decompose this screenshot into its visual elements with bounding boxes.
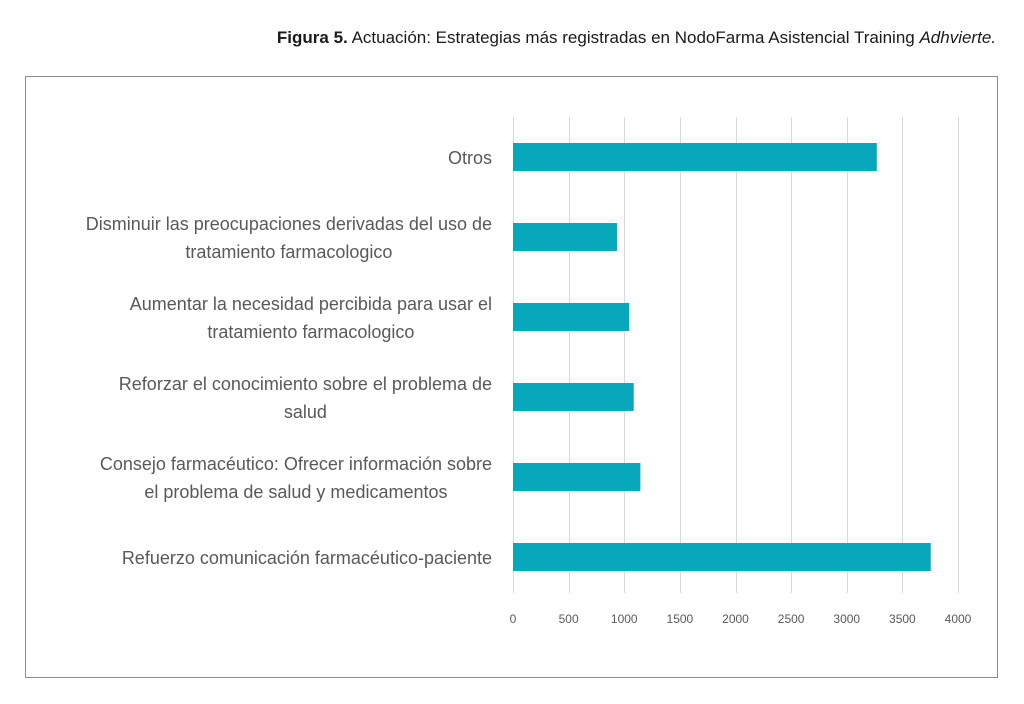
figure-caption xyxy=(277,28,996,48)
x-tick-label: 1500 xyxy=(666,612,694,626)
bar xyxy=(513,143,877,171)
category-label: Consejo farmacéutico: Ofrecer información sobre xyxy=(99,454,492,474)
bar xyxy=(513,463,640,491)
x-tick-label: 3500 xyxy=(889,612,916,626)
bar xyxy=(513,543,931,571)
x-tick-label: 2000 xyxy=(722,612,749,626)
x-tick-label: 1000 xyxy=(610,612,638,626)
category-label: el problema de salud y medicamentos xyxy=(144,482,448,502)
bar-chart xyxy=(26,77,997,677)
category-label: tratamiento farmacologico xyxy=(207,322,415,342)
x-tick-label: 3000 xyxy=(833,612,861,626)
x-tick-label: 500 xyxy=(558,612,579,626)
bar xyxy=(513,383,634,411)
category-label: tratamiento farmacologico xyxy=(185,242,393,262)
caption-italic: Adhvierte. xyxy=(919,28,996,47)
category-label: salud xyxy=(283,402,327,422)
x-tick-label: 2500 xyxy=(777,612,805,626)
category-label: Refuerzo comunicación farmacéutico-paciente xyxy=(121,548,492,568)
bar xyxy=(513,223,617,251)
caption-text: Actuación: Estrategias más registradas en NodoFarma Asistencial Training xyxy=(347,28,920,47)
category-label: Aumentar la necesidad percibida para usar el xyxy=(129,294,492,314)
caption-label: Figura 5. xyxy=(276,28,348,47)
x-tick-label: 0 xyxy=(509,612,517,626)
x-tick-label: 4000 xyxy=(944,612,972,626)
category-label: Disminuir las preocupaciones derivadas del uso de xyxy=(85,214,492,234)
bar xyxy=(513,303,629,331)
chart-frame xyxy=(25,76,998,678)
category-label: Reforzar el conocimiento sobre el problema de xyxy=(118,374,492,394)
category-label: Otros xyxy=(447,148,492,168)
